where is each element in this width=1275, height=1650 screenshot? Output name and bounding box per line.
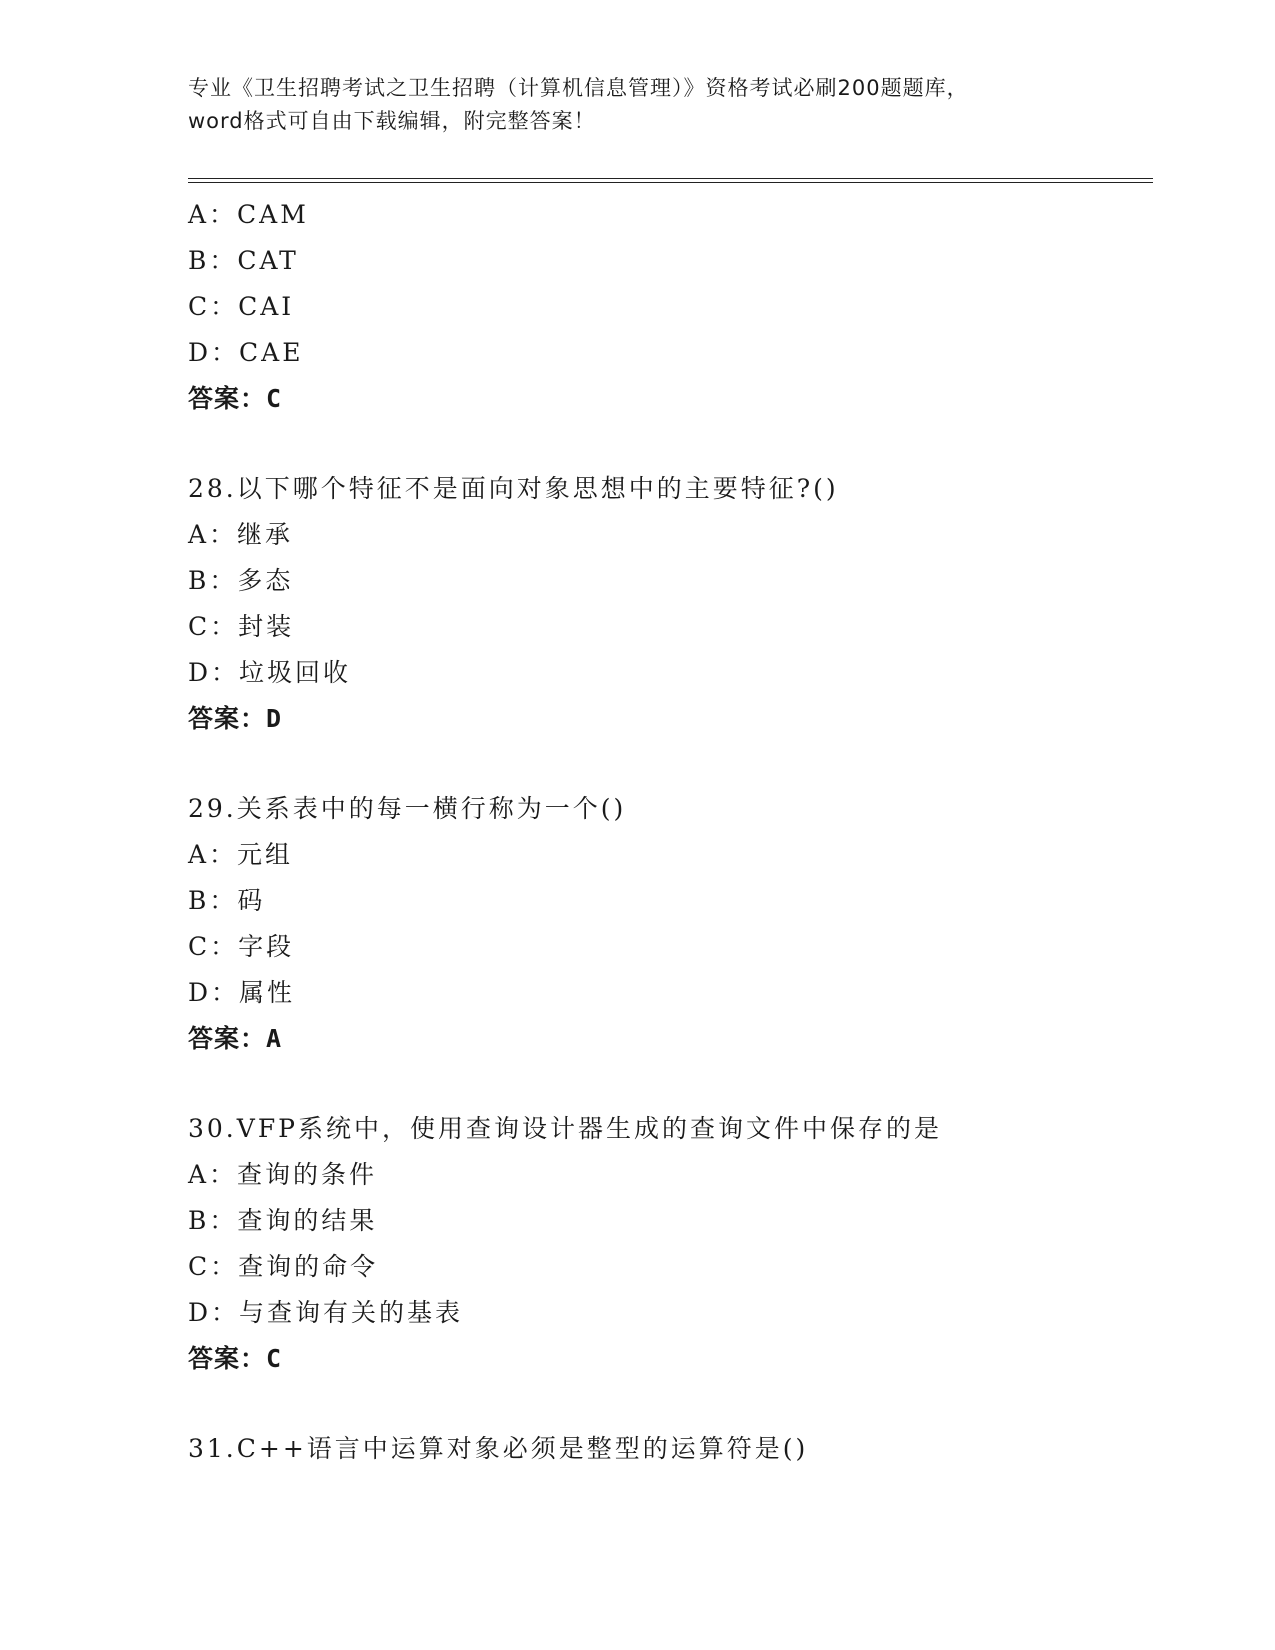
header-line-1: 专业《卫生招聘考试之卫生招聘（计算机信息管理）》资格考试必刷200题题库， <box>188 76 969 100</box>
header-divider-top <box>188 178 1153 179</box>
option-c: C：CAI <box>188 292 295 321</box>
answer-line: 答案：C <box>188 1344 283 1373</box>
question-title: 30.VFP系统中，使用查询设计器生成的查询文件中保存的是 <box>188 1114 942 1143</box>
option-a: A：继承 <box>188 520 294 549</box>
option-b: B：码 <box>188 886 266 915</box>
spacer <box>188 422 1148 466</box>
question-block-29 <box>188 786 1148 1062</box>
answer-line: 答案：C <box>188 384 283 413</box>
option-b: B：CAT <box>188 246 299 275</box>
spacer <box>188 1382 1148 1426</box>
spacer <box>188 1062 1148 1106</box>
question-block-31 <box>188 1426 1148 1472</box>
option-b: B：查询的结果 <box>188 1206 378 1235</box>
option-c: C：封装 <box>188 612 295 641</box>
option-a: A：CAM <box>188 200 309 229</box>
question-block-28 <box>188 466 1148 742</box>
option-a: A：查询的条件 <box>188 1160 378 1189</box>
question-block-27 <box>188 192 1148 422</box>
header-line-2: word格式可自由下载编辑，附完整答案！ <box>188 109 596 133</box>
option-d: D：CAE <box>188 338 304 367</box>
option-d: D：垃圾回收 <box>188 658 352 687</box>
question-title: 31.C++语言中运算对象必须是整型的运算符是() <box>188 1434 809 1463</box>
option-a: A：元组 <box>188 840 294 869</box>
option-c: C：查询的命令 <box>188 1252 379 1281</box>
option-c: C：字段 <box>188 932 295 961</box>
document-header <box>188 72 1088 138</box>
option-d: D：属性 <box>188 978 296 1007</box>
spacer <box>188 742 1148 786</box>
answer-line: 答案：A <box>188 1024 283 1053</box>
option-d: D：与查询有关的基表 <box>188 1298 464 1327</box>
question-block-30 <box>188 1106 1148 1382</box>
answer-line: 答案：D <box>188 704 283 733</box>
option-b: B：多态 <box>188 566 294 595</box>
question-list <box>188 192 1148 1472</box>
question-title: 29.关系表中的每一横行称为一个() <box>188 794 627 823</box>
header-divider-bottom <box>188 182 1153 183</box>
question-title: 28.以下哪个特征不是面向对象思想中的主要特征?() <box>188 474 839 503</box>
